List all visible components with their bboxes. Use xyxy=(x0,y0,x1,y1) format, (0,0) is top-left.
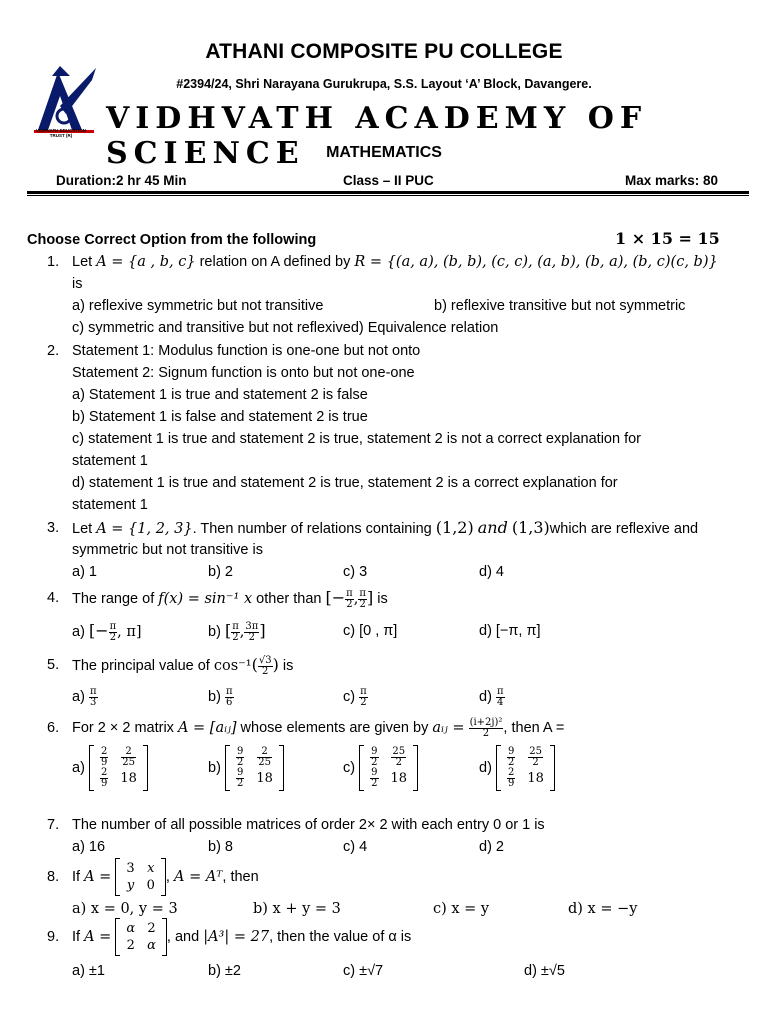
q9-option-c: c) ±√7 xyxy=(343,963,384,979)
q6-option-a: a) $\frac{2}{9}$ $\frac{2}{25}$ $\frac{2}{9}$ 18 xyxy=(72,745,148,791)
q5-option-b: b) $\frac{\pi}{6}$ xyxy=(208,685,233,708)
q5-option-d: d) $\frac{\pi}{4}$ xyxy=(479,685,504,708)
class-label: Class – II PUC xyxy=(343,173,434,188)
q2-option-c: c) statement 1 is true and statement 2 is true, statement 2 is not a correct explanation for xyxy=(72,431,642,447)
q4-option-d: d) [−π, π] xyxy=(479,623,541,639)
q9-option-a: a) ±1 xyxy=(72,963,105,979)
q6-option-d: d) $\frac{9}{2}$ $\frac{25}{2}$ $\frac{2}{9}$ 18 xyxy=(479,745,555,791)
q7-option-d: d) 2 xyxy=(479,839,504,855)
section-marks: 1 × 15 = 15 xyxy=(615,229,720,248)
q3-option-b: b) 2 xyxy=(208,564,233,580)
q2-option-d-cont: statement 1 xyxy=(72,497,148,513)
q2-option-d: d) statement 1 is true and statement 2 is true, statement 2 is a correct explanation for xyxy=(72,475,618,491)
academy-name: VIDHVATH ACADEMY OF SCIENCE xyxy=(106,101,648,171)
subject-title: MATHEMATICS xyxy=(326,144,442,161)
question-1-line2: is xyxy=(72,276,83,292)
q6-option-c: c) $\frac{9}{2}$ $\frac{25}{2}$ $\frac{9}{2}$ 18 xyxy=(343,745,418,791)
q2-line-1: Statement 1: Modulus function is one-one but not onto xyxy=(72,343,421,359)
q8-option-a: a) x = 0, y = 3 xyxy=(72,901,178,917)
duration: Duration:2 hr 45 Min xyxy=(56,173,187,188)
header-divider-thin xyxy=(27,195,749,196)
q2-option-c-cont: statement 1 xyxy=(72,453,148,469)
q4-option-a: a) [− $\frac{\pi}{2}$ , π] xyxy=(72,620,142,643)
q5-option-c: c) $\frac{\pi}{2}$ xyxy=(343,685,367,708)
q1-option-cd: c) symmetric and transitive but not reflexived) Equivalence relation xyxy=(72,320,499,336)
q4-option-b: b) [ $\frac{\pi}{2}$ , $\frac{3\pi}{2}$ ] xyxy=(208,620,266,643)
q9-option-d: d) ±√5 xyxy=(524,963,565,979)
q3-option-a: a) 1 xyxy=(72,564,97,580)
q8-option-d: d) x = −y xyxy=(568,901,638,917)
college-address: #2394/24, Shri Narayana Gurukrupa, S.S. Layout ‘A’ Block, Davangere. xyxy=(176,77,592,91)
q1-option-b: b) reflexive transitive but not symmetric xyxy=(434,298,686,314)
q2-option-a: a) Statement 1 is true and statement 2 is false xyxy=(72,387,368,403)
logo-caption: VIDHVATH EDUCATION TRUST (R) xyxy=(36,128,86,138)
q9-option-b: b) ±2 xyxy=(208,963,241,979)
q6-option-b: b) $\frac{9}{2}$ $\frac{2}{25}$ $\frac{9}{2}$ 18 xyxy=(208,745,284,791)
section-title: Choose Correct Option from the following xyxy=(27,232,317,248)
q7-option-b: b) 8 xyxy=(208,839,233,855)
q3-option-d: d) 4 xyxy=(479,564,504,580)
q1-option-a: a) reflexive symmetric but not transitive xyxy=(72,298,324,314)
q3-option-c: c) 3 xyxy=(343,564,368,580)
q5-option-a: a) $\frac{\pi}{3}$ xyxy=(72,685,97,708)
q8-option-c: c) x = y xyxy=(433,901,490,917)
q2-option-b: b) Statement 1 is false and statement 2 is true xyxy=(72,409,368,425)
q7-option-c: c) 4 xyxy=(343,839,368,855)
max-marks: Max marks: 80 xyxy=(625,173,719,188)
q7-option-a: a) 16 xyxy=(72,839,106,855)
q4-option-c: c) [0 , π] xyxy=(343,623,398,639)
q2-line-2: Statement 2: Signum function is onto but not one-one xyxy=(72,365,415,381)
question-3-line2: symmetric but not transitive is xyxy=(72,542,263,558)
college-name: ATHANI COMPOSITE PU COLLEGE xyxy=(205,40,563,63)
header-divider xyxy=(27,191,749,194)
q8-option-b: b) x + y = 3 xyxy=(253,901,341,917)
